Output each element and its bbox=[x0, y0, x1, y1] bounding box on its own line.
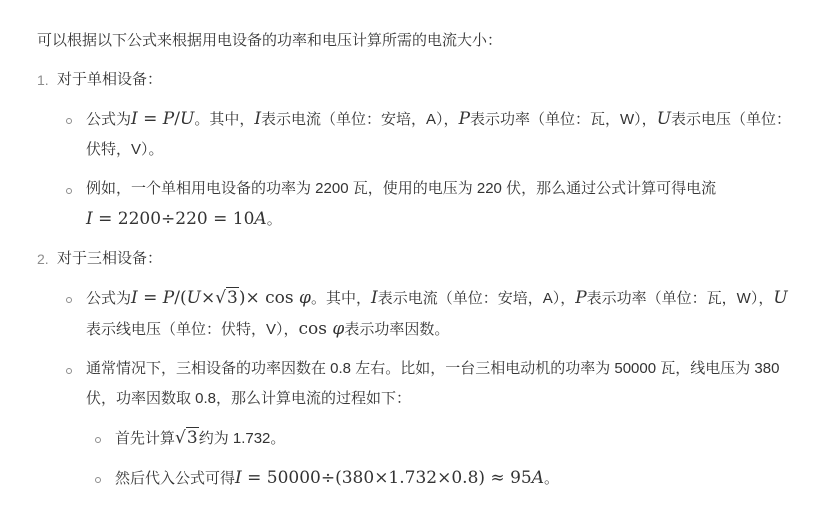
math-formula bbox=[175, 430, 199, 447]
intro-paragraph bbox=[37, 26, 801, 56]
text-segment: 表示功率因数。 bbox=[344, 321, 450, 338]
math-formula bbox=[657, 111, 671, 128]
block-content bbox=[86, 174, 801, 235]
sqrt-radical bbox=[215, 287, 239, 308]
text-segment: 公式为 bbox=[86, 290, 132, 307]
block-content bbox=[86, 283, 801, 345]
math-token: P bbox=[575, 288, 587, 308]
radicand: 3 bbox=[227, 288, 238, 308]
text-segment: 例如，一个单相用电设备的功率为 2200 瓦，使用的电压为 220 伏，那么通过公式计算可得电流 bbox=[86, 180, 717, 197]
math-token: I bbox=[131, 109, 138, 129]
math-formula bbox=[575, 290, 586, 307]
three-phase-formula bbox=[66, 283, 801, 345]
sqrt-radical bbox=[175, 427, 199, 448]
radical-sign-icon: √ bbox=[215, 288, 227, 308]
block-content bbox=[86, 104, 801, 165]
text-segment: 表示电流（单位：安培，A）， bbox=[261, 111, 459, 128]
math-token: U bbox=[773, 288, 788, 308]
bullet-icon bbox=[95, 423, 115, 453]
math-formula bbox=[299, 321, 345, 338]
text-segment: 。 bbox=[266, 211, 282, 228]
single-phase-example bbox=[66, 174, 801, 235]
block-content bbox=[115, 423, 801, 454]
math-token: U bbox=[186, 288, 201, 308]
list-number: 1. bbox=[37, 72, 49, 88]
item-single-phase-title bbox=[37, 65, 801, 95]
bullet-icon bbox=[66, 354, 86, 384]
math-token: = 50000÷(380×1.732×0.8) ≈ 95 bbox=[241, 468, 532, 488]
bullet-circle-icon bbox=[66, 368, 72, 374]
bullet-icon bbox=[66, 174, 86, 204]
text-segment: 对于单相设备： bbox=[57, 71, 163, 88]
math-formula bbox=[86, 211, 267, 228]
math-token: φ bbox=[299, 288, 311, 308]
single-phase-formula bbox=[66, 104, 801, 165]
text-segment: 表示线电压（单位：伏特，V）， bbox=[86, 321, 299, 338]
text-segment: 表示功率（单位：瓦，W）， bbox=[470, 111, 657, 128]
bullet-circle-icon bbox=[95, 477, 101, 483]
math-token: I bbox=[131, 288, 138, 308]
radical-sign-icon: √ bbox=[175, 428, 186, 448]
math-token: A bbox=[254, 209, 267, 229]
math-token: A bbox=[531, 468, 544, 488]
text-segment: 通常情况下，三相设备的功率因数在 0.8 左右。比如，一台三相电动机的功率为 50000 瓦，线电压为 380 伏，功率因数取 0.8，那么计算电流的过程如下： bbox=[86, 360, 780, 407]
step-compute-sqrt bbox=[95, 423, 801, 454]
item-three-phase-title bbox=[37, 244, 801, 274]
text-segment: 表示功率（单位：瓦，W）， bbox=[586, 290, 774, 307]
math-token: φ bbox=[332, 319, 345, 339]
text-segment: 。其中， bbox=[310, 290, 371, 307]
math-token: P bbox=[458, 109, 471, 129]
math-formula bbox=[773, 290, 787, 307]
math-token: cos bbox=[265, 288, 300, 308]
block-content bbox=[57, 244, 801, 274]
document-content bbox=[37, 26, 801, 494]
step-substitute-formula bbox=[95, 463, 801, 494]
radicand: 3 bbox=[186, 428, 198, 448]
block-content bbox=[115, 463, 801, 494]
math-token: P bbox=[162, 288, 175, 308]
bullet-icon bbox=[95, 463, 115, 493]
bullet-circle-icon bbox=[95, 437, 101, 443]
text-segment: 可以根据以下公式来根据用电设备的功率和电压计算所需的电流大小： bbox=[37, 32, 503, 49]
text-segment: 表示电压（单位：伏特，V）。 bbox=[86, 111, 792, 158]
math-token: = bbox=[137, 288, 163, 308]
three-phase-example bbox=[66, 354, 801, 414]
block-content bbox=[57, 65, 801, 95]
math-token: / bbox=[174, 109, 180, 129]
text-segment: 然后代入公式可得 bbox=[115, 470, 236, 487]
text-segment: 对于三相设备： bbox=[57, 250, 163, 267]
text-segment: 约为 1.732。 bbox=[198, 430, 286, 447]
block-content bbox=[37, 26, 801, 56]
block-content bbox=[86, 354, 801, 414]
math-formula bbox=[235, 470, 544, 487]
math-token: = bbox=[137, 109, 163, 129]
math-token: U bbox=[656, 109, 672, 129]
math-token: P bbox=[162, 109, 175, 129]
text-segment: 公式为 bbox=[86, 111, 132, 128]
bullet-circle-icon bbox=[66, 297, 72, 303]
list-number: 2. bbox=[37, 251, 49, 267]
math-token: I bbox=[254, 109, 262, 129]
text-segment: 。其中， bbox=[194, 111, 255, 128]
text-segment: 。 bbox=[543, 470, 559, 487]
math-token: × bbox=[200, 288, 216, 308]
math-formula bbox=[371, 290, 378, 307]
text-segment: 表示电流（单位：安培，A）， bbox=[377, 290, 576, 307]
math-token: )× bbox=[238, 288, 266, 308]
bullet-circle-icon bbox=[66, 118, 72, 124]
math-formula bbox=[131, 111, 194, 128]
math-formula bbox=[459, 111, 470, 128]
math-token: I bbox=[235, 468, 242, 488]
math-token: U bbox=[179, 109, 195, 129]
bullet-circle-icon bbox=[66, 188, 72, 194]
math-token: I bbox=[86, 209, 93, 229]
math-token: I bbox=[370, 288, 378, 308]
math-token: = 2200÷220 = 10 bbox=[92, 209, 255, 229]
math-token: cos bbox=[298, 319, 333, 339]
math-token: /( bbox=[174, 288, 187, 308]
bullet-icon bbox=[66, 104, 86, 134]
text-segment: 首先计算 bbox=[115, 430, 176, 447]
math-formula bbox=[131, 290, 311, 307]
bullet-icon bbox=[66, 283, 86, 313]
